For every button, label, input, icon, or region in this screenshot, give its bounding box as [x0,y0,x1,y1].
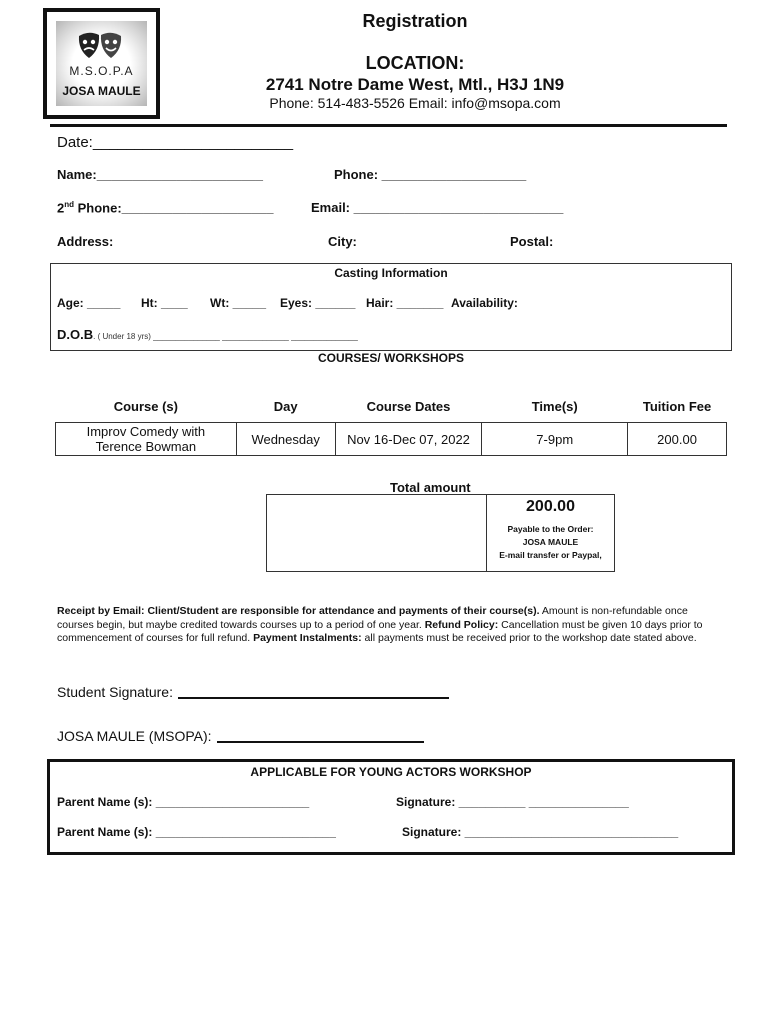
header-course: Course (s) [113,398,178,414]
refund-policy-text: Cancellation must be given 10 days prior to commencement of courses for full refund. [57,618,703,644]
cell-course [56,423,237,456]
page-title: Registration [362,11,468,31]
dob-label: D.O.B [57,327,94,342]
instalments-bold: Payment Instalments: [253,632,362,644]
weight-field[interactable]: Wt: _____ [210,296,267,310]
payment-method: E-mail transfer or Paypal, [499,550,602,560]
payable-to-label: Payable to the Order: [507,524,594,534]
casting-info-title: Casting Information [334,266,448,280]
receipt-bold: Receipt by Email: Client/Student are responsible for attendance and payments of their course(s). [57,605,540,617]
contact-info: Phone: 514-483-5526 Email: info@msopa.com [269,95,561,111]
parent-name-field-1[interactable]: Parent Name (s): _______________________ [57,795,310,809]
cell-time: 7-9pm [482,423,628,456]
date-field[interactable]: Date:________________________ [57,134,294,151]
cell-tuition-fee: 200.00 [628,423,727,456]
cell-day: Wednesday [236,423,335,456]
total-amount-label: Total amount [390,480,471,495]
location-label: LOCATION: [365,53,465,73]
header-tuition-fee: Tuition Fee [642,398,712,414]
address-field[interactable]: Address: [57,234,114,249]
theatre-masks-icon [75,30,125,62]
student-signature-label: Student Signature: [57,684,173,700]
instalments-text: all payments must be received prior to the workshop date stated above. [361,632,697,644]
parent-signature-field-1[interactable]: Signature: __________ _______________ [396,795,629,809]
availability-field[interactable]: Availability: [451,296,518,310]
eyes-field[interactable]: Eyes: ______ [280,296,356,310]
second-phone-prefix: 2 [57,200,65,216]
courses-title: COURSES/ WORKSHOPS [317,351,464,365]
policy-paragraph [57,605,727,646]
total-amount-value: 200.00 [526,498,575,515]
dob-field[interactable] [57,326,358,344]
logo [43,8,160,119]
parent-name-field-2[interactable]: Parent Name (s): ___________________________ [57,825,336,839]
refund-policy-bold: Refund Policy: [424,618,499,631]
header-times: Time(s) [531,398,578,414]
logo-name: JOSA MAULE [62,84,141,98]
name-field[interactable]: Name:_______________________ [57,167,264,182]
postal-field[interactable]: Postal: [510,234,554,249]
course-line1: Improv Comedy with [86,424,206,439]
hair-field[interactable]: Hair: _______ [366,296,444,310]
dob-note: . ( Under 18 yrs) _______________ _______________ _______________ [93,332,358,341]
student-signature-line[interactable] [178,697,449,699]
phone-field[interactable]: Phone: ____________________ [334,167,527,182]
logo-msopa-text: M.S.O.P.A [69,64,134,78]
header-divider [50,124,727,127]
staff-signature-line[interactable] [217,741,424,743]
course-line2: Terence Bowman [95,439,197,454]
header-course-dates: Course Dates [366,398,451,414]
staff-signature-label: JOSA MAULE (MSOPA): [57,728,212,744]
parent-signature-field-2[interactable]: Signature: ________________________________ [402,825,679,839]
cell-course-dates: Nov 16-Dec 07, 2022 [335,423,482,456]
courses-header-row [56,396,727,416]
young-actors-title: APPLICABLE FOR YOUNG ACTORS WORKSHOP [250,765,532,779]
header-day: Day [273,398,298,414]
courses-table [55,396,727,456]
second-phone-rest: Phone:_____________________ [74,200,274,216]
height-field[interactable]: Ht: ____ [141,296,188,310]
second-phone-field[interactable] [57,200,274,215]
receipt-text: Amount is non-refundable once courses begin, but maybe credited towards courses up to a period of one year. [57,605,688,631]
location-address: 2741 Notre Dame West, Mtl., H3J 1N9 [265,75,565,94]
city-field[interactable]: City: [328,234,357,249]
table-row [56,423,727,456]
payee-name: JOSA MAULE [522,537,579,547]
second-phone-sup: nd [64,200,75,209]
email-field[interactable]: Email: _____________________________ [311,200,564,215]
age-field[interactable]: Age: _____ [57,296,121,310]
